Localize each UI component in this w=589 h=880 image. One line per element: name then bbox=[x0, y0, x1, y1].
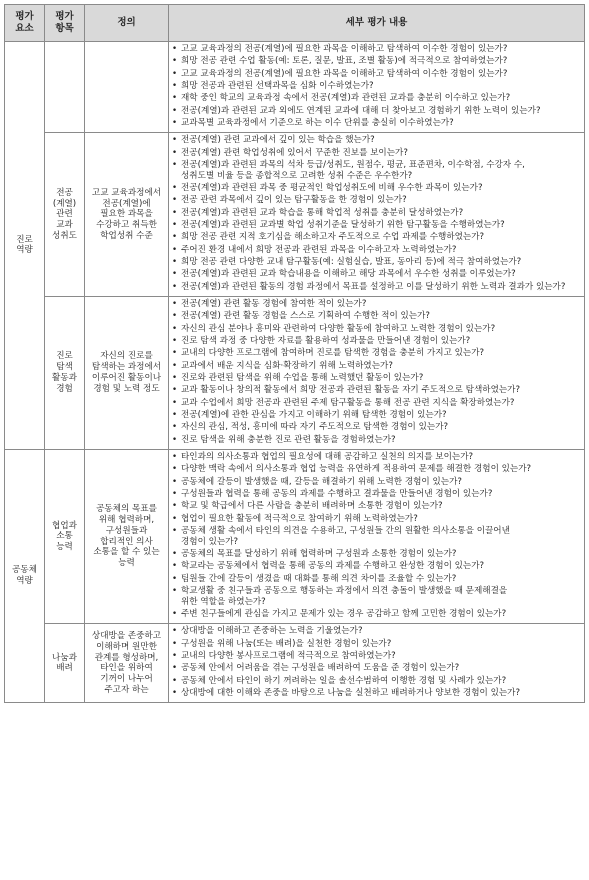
list-item: • 교과 활동이나 창의적 활동에서 희망 전공과 관련된 활동을 자기 주도적으로 탐색하였는가? bbox=[172, 385, 581, 396]
header-definition: 정의 bbox=[85, 5, 169, 42]
table-row bbox=[5, 449, 585, 623]
list-item: • 희망 전공과 관련된 선택과목을 심화 이수하였는가? bbox=[172, 81, 581, 92]
list-item: • 주어진 환경 내에서 희망 전공과 관련된 과목을 이수하고자 노력하였는가? bbox=[172, 245, 581, 256]
definition-cell: 상대방을 존중하고 이해하며 원만한 관계를 형성하며, 타인을 위하여 기꺼이 나누어 주고자 하는 bbox=[85, 624, 169, 703]
list-item: • 전공(계열)과 관련된 과목의 석차 등급/성취도, 원점수, 평균, 표준편차, 이수학점, 수강자 수, 성취도별 비율 등을 종합적으로 고려한 성취 수준은 우수한가? bbox=[172, 160, 581, 181]
list-item: • 전공(계열)과 관련된 교과 학습을 통해 학업적 성취를 충분히 달성하였는가? bbox=[172, 208, 581, 219]
list-item: • 구성원을 위해 나눔(또는 배려)을 실천한 경험이 있는가? bbox=[172, 639, 581, 650]
list-item: • 전공(계열) 관련 학업성취에 있어서 꾸준한 진보를 보이는가? bbox=[172, 148, 581, 159]
list-item: • 진로 탐색 과정 중 다양한 자료를 활용하여 성과물을 만들어낸 경험이 있는가? bbox=[172, 336, 581, 347]
item-cell: 나눔과 배려 bbox=[45, 624, 85, 703]
list-item: • 전공(계열)과 관련된 과목 중 평균적인 학업성취도에 비해 우수한 과목이 있는가? bbox=[172, 183, 581, 194]
area-career: 진로 역량 bbox=[5, 42, 45, 450]
list-item: • 전공(계열)과 관련된 교과 외에도 연계된 교과에 대해 더 찾아보고 경험하기 위한 노력이 있는가? bbox=[172, 106, 581, 117]
list-item: • 교과목별 교육과정에서 기준으로 하는 이수 단위를 충실히 이수하였는가? bbox=[172, 118, 581, 129]
list-item: • 고교 교육과정의 전공(계열)에 필요한 과목을 이해하고 탐색하여 이수한 경험이 있는가? bbox=[172, 69, 581, 80]
bullet-list bbox=[172, 626, 581, 698]
bullet-list bbox=[172, 44, 581, 129]
bullet-list bbox=[172, 299, 581, 445]
item-cell: 전공 (계열) 관련 교과 성취도 bbox=[45, 133, 85, 297]
header-area: 평가 요소 bbox=[5, 5, 45, 42]
list-item: • 전공(계열) 관련 활동 경험에 참여한 적이 있는가? bbox=[172, 299, 581, 310]
details-cell bbox=[169, 296, 585, 449]
item-cell bbox=[45, 42, 85, 133]
list-item: • 교과에서 배운 지식을 심화·확장하기 위해 노력하였는가? bbox=[172, 361, 581, 372]
list-item: • 전공(계열)에 관한 관심을 가지고 이해하기 위해 탐색한 경험이 있는가? bbox=[172, 410, 581, 421]
list-item: • 다양한 맥락 속에서 의사소통과 협업 능력을 유연하게 적용하여 문제를 해결한 경험이 있는가? bbox=[172, 464, 581, 475]
list-item: • 전공 관련 과목에서 깊이 있는 탐구활동을 한 경험이 있는가? bbox=[172, 195, 581, 206]
details-cell bbox=[169, 42, 585, 133]
item-cell: 진로 탐색 활동과 경험 bbox=[45, 296, 85, 449]
item-cell: 협업과 소통 능력 bbox=[45, 449, 85, 623]
table-row bbox=[5, 296, 585, 449]
table-row bbox=[5, 42, 585, 133]
list-item: • 교내의 다양한 봉사프로그램에 적극적으로 참여하였는가? bbox=[172, 651, 581, 662]
list-item: • 타인과의 의사소통과 협업의 필요성에 대해 공감하고 실천의 의지를 보이는가? bbox=[172, 452, 581, 463]
area-community: 공동체 역량 bbox=[5, 449, 45, 702]
bullet-list bbox=[172, 135, 581, 292]
details-cell bbox=[169, 449, 585, 623]
list-item: • 학교라는 공동체에서 협력을 통해 공동의 과제를 수행하고 완성한 경험이 있는가? bbox=[172, 561, 581, 572]
definition-cell: 자신의 진로를 탐색하는 과정에서 이루어진 활동이나 경험 및 노력 정도 bbox=[85, 296, 169, 449]
table-row bbox=[5, 624, 585, 703]
list-item: • 상대방을 이해하고 존중하는 노력을 기울였는가? bbox=[172, 626, 581, 637]
list-item: • 상대방에 대한 이해와 존중을 바탕으로 나눔을 실천하고 배려하거나 양보한 경험이 있는가? bbox=[172, 688, 581, 699]
definition-cell bbox=[85, 42, 169, 133]
details-cell bbox=[169, 133, 585, 297]
list-item: • 자신의 관심, 적성, 흥미에 따라 자기 주도적으로 탐색한 경험이 있는가? bbox=[172, 422, 581, 433]
list-item: • 희망 전공 관련 수업 활동(예: 토론, 질문, 발표, 조별 활동)에 적극적으로 참여하였는가? bbox=[172, 56, 581, 67]
list-item: • 고교 교육과정의 전공(계열)에 필요한 과목을 이해하고 탐색하여 이수한 경험이 있는가? bbox=[172, 44, 581, 55]
details-cell bbox=[169, 624, 585, 703]
list-item: • 학교 및 학급에서 다른 사람을 충분히 배려하며 소통한 경험이 있는가? bbox=[172, 501, 581, 512]
list-item: • 주변 친구들에게 관심을 가지고 문제가 있는 경우 공감하고 함께 고민한 경험이 있는가? bbox=[172, 609, 581, 620]
list-item: • 희망 전공 관련 지적 호기심을 해소하고자 주도적으로 수업 과제를 수행하였는가? bbox=[172, 232, 581, 243]
evaluation-criteria-table bbox=[4, 4, 585, 703]
table-header-row bbox=[5, 5, 585, 42]
list-item: • 전공(계열)과 관련된 교과별 학업 성취기준을 달성하기 위한 탐구활동을 수행하였는가? bbox=[172, 220, 581, 231]
definition-cell: 고교 교육과정에서 전공(계열)에 필요한 과목을 수강하고 취득한 학업성취 수준 bbox=[85, 133, 169, 297]
list-item: • 팀원들 간에 갈등이 생겼을 때 대화를 통해 의견 차이를 조율할 수 있는가? bbox=[172, 574, 581, 585]
header-details: 세부 평가 내용 bbox=[169, 5, 585, 42]
bullet-list bbox=[172, 452, 581, 620]
list-item: • 진로와 관련된 탐색을 위해 수업을 통해 노력했던 활동이 있는가? bbox=[172, 373, 581, 384]
list-item: • 협업이 필요한 활동에 적극적으로 참여하기 위해 노력하였는가? bbox=[172, 514, 581, 525]
list-item: • 전공(계열)과 관련된 활동의 경험 과정에서 목표를 설정하고 이를 달성하기 위한 노력과 결과가 있는가? bbox=[172, 282, 581, 293]
list-item: • 전공(계열) 관련 활동 경험을 스스로 기획하여 수행한 적이 있는가? bbox=[172, 311, 581, 322]
list-item: • 희망 전공 관련 다양한 교내 탐구활동(예: 실험실습, 발표, 동아리 등)에 적극 참여하였는가? bbox=[172, 257, 581, 268]
list-item: • 공동체에 갈등이 발생했을 때, 갈등을 해결하기 위해 노력한 경험이 있는가? bbox=[172, 477, 581, 488]
list-item: • 교내의 다양한 프로그램에 참여하며 진로를 탐색한 경험을 충분히 가지고 있는가? bbox=[172, 348, 581, 359]
list-item: • 공동체 안에서 타인이 하기 꺼려하는 일을 솔선수범하여 이행한 경험 및 사례가 있는가? bbox=[172, 676, 581, 687]
list-item: • 자신의 관심 분야나 흥미와 관련하여 다양한 활동에 참여하고 노력한 경험이 있는가? bbox=[172, 324, 581, 335]
list-item: • 전공(계열)과 관련된 교과 학습내용을 이해하고 해당 과목에서 우수한 성취를 이루었는가? bbox=[172, 269, 581, 280]
list-item: • 공동체 안에서 어려움을 겪는 구성원을 배려하여 도움을 준 경험이 있는가? bbox=[172, 663, 581, 674]
list-item: • 공동체 생활 속에서 타인의 의견을 수용하고, 구성원들 간의 원활한 의사소통을 이끌어낸 경험이 있는가? bbox=[172, 526, 581, 547]
list-item: • 구성원들과 협력을 통해 공동의 과제를 수행하고 결과물을 만들어낸 경험이 있는가? bbox=[172, 489, 581, 500]
list-item: • 학교생활 중 친구들과 공동으로 행동하는 과정에서 의견 충돌이 발생했을 때 문제해결을 위한 역할을 하였는가? bbox=[172, 586, 581, 607]
list-item: • 재학 중인 학교의 교육과정 속에서 전공(계열)과 관련된 교과를 충분히 이수하고 있는가? bbox=[172, 93, 581, 104]
list-item: • 전공(계열) 관련 교과에서 깊이 있는 학습을 했는가? bbox=[172, 135, 581, 146]
header-item: 평가 항목 bbox=[45, 5, 85, 42]
list-item: • 진로 탐색을 위해 충분한 진로 관련 활동을 경험하였는가? bbox=[172, 435, 581, 446]
definition-cell: 공동체의 목표를 위해 협력하며, 구성원들과 합리적인 의사 소통을 할 수 있는 능력 bbox=[85, 449, 169, 623]
table-row bbox=[5, 133, 585, 297]
list-item: • 공동체의 목표를 달성하기 위해 협력하며 구성원과 소통한 경험이 있는가? bbox=[172, 549, 581, 560]
list-item: • 교과 수업에서 희망 전공과 관련된 주제 탐구활동을 통해 전공 관련 지식을 확장하였는가? bbox=[172, 398, 581, 409]
